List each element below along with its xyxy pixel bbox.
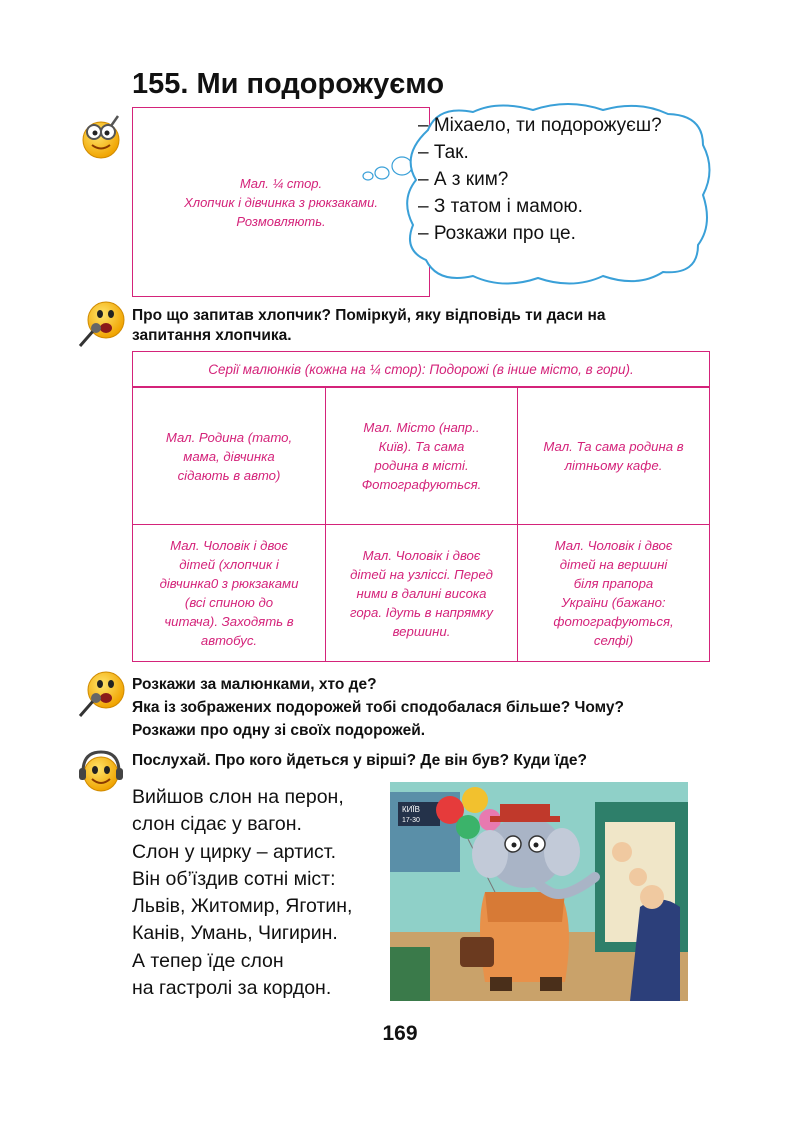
cell-line: Фотографуються. [361, 477, 482, 492]
cell-line: біля прапора [573, 576, 654, 591]
question-3: Послухай. Про кого йдеться у вірші? Де він був? Куди їде? [132, 752, 588, 769]
dialogue-line: – Міхаело, ти подорожуєш? [418, 115, 662, 136]
page-number: 169 [382, 1022, 418, 1045]
cell-line: вершини. [392, 623, 451, 639]
cell-line: дітей на узліссі. Перед [350, 566, 493, 582]
cell-line: літньому кафе. [564, 458, 663, 473]
station-sign-text: КИЇВ [402, 805, 420, 814]
station-sign-time: 17-30 [402, 817, 420, 824]
poem-line: Вийшов слон на перон, [132, 786, 344, 808]
cell-line: дівчинка0 з рюкзаками [159, 576, 299, 591]
top-image-placeholder [132, 107, 430, 297]
question-line: Розкажи про одну зі своїх подорожей. [132, 722, 426, 739]
cell-line: селфі) [593, 633, 634, 648]
poem-line: Львів, Житомир, Яготин, [132, 895, 353, 918]
poem-line: Він об’їздив сотні міст: [132, 867, 336, 890]
poem-line: слон сідає у вагон. [132, 813, 302, 836]
cell-line: Мал. Чоловік і двоє [170, 538, 288, 553]
cell-line: гора. Ідуть в напрямку [349, 604, 493, 620]
cell-line: родина в місті. [374, 458, 469, 473]
image-note-line: Мал. ¼ стор. [239, 175, 323, 191]
cell-line: Мал. Та сама родина в [543, 439, 684, 454]
cell-line: Мал. Родина (тато, [165, 429, 293, 445]
cell-line: (всі спиною до [184, 595, 274, 610]
lesson-title: 155. Ми подорожуємо [132, 68, 445, 100]
dialogue-line: – З татом і мамою. [418, 196, 583, 217]
image-note-line: Розмовляють. [236, 213, 326, 229]
cell-line: фотографуються, [553, 614, 674, 629]
series-cell [325, 524, 518, 662]
question-line: Розкажи за малюнками, хто де? [132, 676, 377, 693]
cell-line: дітей (хлопчик і [179, 557, 279, 572]
series-cell [132, 387, 326, 525]
poem [132, 784, 352, 1002]
question-1 [132, 306, 732, 346]
cell-line: читача). Заходять в [164, 614, 294, 629]
dialogue [418, 112, 662, 247]
question-line: запитання хлопчика. [132, 327, 292, 344]
dialogue-line: – Розкажи про це. [418, 223, 576, 244]
question-line: Про що запитав хлопчик? Поміркуй, яку відповідь ти даси на [132, 307, 606, 324]
cell-line: Київ). Та сама [378, 439, 465, 454]
microphone-smiley-icon [74, 298, 130, 350]
cell-line: ними в далині висока [356, 585, 487, 601]
microphone-smiley-icon [74, 668, 130, 720]
series-cell [517, 387, 710, 525]
cell-line: мама, дівчинка [183, 448, 275, 464]
series-header [132, 351, 710, 387]
cell-line: Мал. Місто (напр.. [363, 420, 480, 435]
headphones-smiley-icon [76, 748, 126, 796]
elephant-illustration [390, 782, 688, 1001]
cell-line: Мал. Чоловік і двоє [554, 538, 673, 553]
dialogue-line: – А з ким? [418, 169, 509, 190]
poem-line: на гастролі за кордон. [132, 977, 332, 1000]
cell-line: України (бажано: [561, 595, 666, 610]
series-cell [132, 524, 326, 662]
cell-line: автобус. [200, 633, 258, 648]
poem-line: Канів, Умань, Чигирин. [132, 922, 338, 945]
dialogue-line: – Так. [418, 142, 469, 163]
question-line: Яка із зображених подорожей тобі сподобалася більше? Чому? [132, 699, 625, 716]
series-cell [517, 524, 710, 662]
magnifier-smiley-icon [76, 112, 126, 160]
cell-line: дітей на вершині [559, 557, 668, 572]
question-2 [132, 673, 772, 742]
poem-line: А тепер їде слон [132, 949, 284, 972]
series-cell [325, 387, 518, 525]
image-note-line: Хлопчик і дівчинка з рюкзаками. [184, 194, 378, 210]
cell-line: сідають в авто) [177, 467, 281, 483]
series-header-text: Серії малюнків (кожна на ¼ стор): Подорожі (в інше місто, в гори). [208, 361, 634, 377]
cell-line: Мал. Чоловік і двоє [362, 547, 481, 563]
poem-line: Слон у цирку – артист. [132, 840, 336, 863]
